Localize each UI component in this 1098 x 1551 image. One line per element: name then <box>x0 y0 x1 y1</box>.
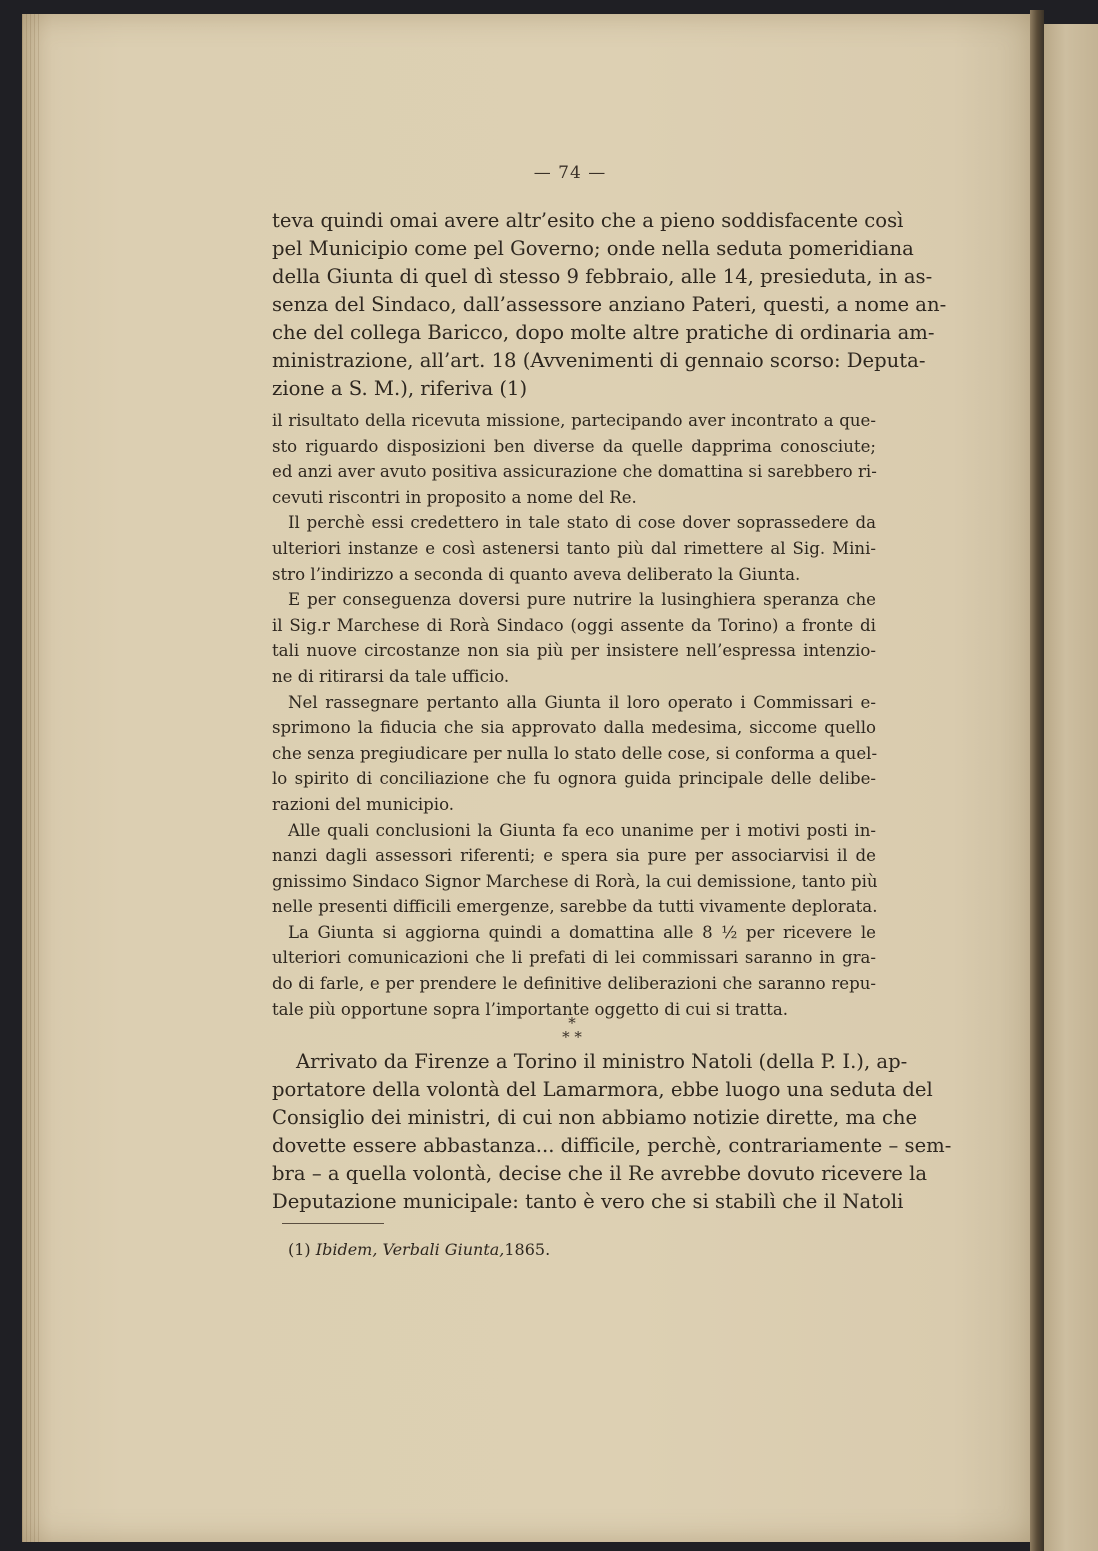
paragraph-2 <box>272 1048 952 1216</box>
book-gutter <box>1030 10 1044 1551</box>
text-line: cevuti riscontri in proposito a nome del Re. <box>272 487 637 507</box>
quoted-minutes <box>272 408 876 1022</box>
text-line: nanzi dagli assessori riferenti; e spera sia pure per associarvisi il de <box>272 846 876 866</box>
asterism-top: * <box>568 1014 576 1032</box>
text-line: dovette essere abbastanza... difficile, perchè, contrariamente – sem- <box>272 1134 952 1157</box>
text-line: ulteriori comunicazioni che li prefati di lei commissari saranno in gra- <box>272 948 876 968</box>
text-line: ne di ritirarsi da tale ufficio. <box>272 666 510 686</box>
text-line: Deputazione municipale: tanto è vero che si stabilì che il Natoli <box>272 1190 904 1213</box>
text-line: il Sig.r Marchese di Rorà Sindaco (oggi assente da Torino) a fronte di <box>272 615 876 635</box>
section-separator <box>0 0 1 2</box>
text-line: E per conseguenza doversi pure nutrire la lusinghiera speranza che <box>288 590 876 610</box>
footnote-citation: Ibidem, Verbali Giunta, <box>315 1240 505 1259</box>
text-line: teva quindi omai avere altr’esito che a pieno soddisfacente così <box>272 209 904 232</box>
text-line: stro l’indirizzo a seconda di quanto aveva deliberato la Giunta. <box>272 564 801 584</box>
text-line: bra – a quella volontà, decise che il Re avrebbe dovuto ricevere la <box>272 1162 928 1185</box>
text-line: nelle presenti difficili emergenze, sarebbe da tutti vivamente deplorata. <box>272 897 878 917</box>
footnote-marker: (1) <box>288 1240 311 1259</box>
text-line: della Giunta di quel dì stesso 9 febbraio, alle 14, presieduta, in as- <box>272 265 933 288</box>
text-line: pel Municipio come pel Governo; onde nella seduta pomeridiana <box>272 237 914 260</box>
text-line: Consiglio dei ministri, di cui non abbiamo notizie dirette, ma che <box>272 1106 918 1129</box>
page-edge-stack <box>22 14 42 1542</box>
text-line: razioni del municipio. <box>272 794 455 814</box>
section-asterism <box>540 1016 604 1044</box>
text-line: senza del Sindaco, dall’assessore anziano Pateri, questi, a nome an- <box>272 293 947 316</box>
page-number: — 74 — <box>533 163 607 183</box>
paragraph-1 <box>272 207 947 403</box>
text-line: portatore della volontà del Lamarmora, ebbe luogo una seduta del <box>272 1078 933 1101</box>
text-line: gnissimo Sindaco Signor Marchese di Rorà, la cui demissione, tanto più <box>272 871 878 891</box>
text-line: che del collega Baricco, dopo molte altre pratiche di ordinaria am- <box>272 321 935 344</box>
text-line: che senza pregiudicare per nulla lo stato delle cose, si conforma a quel- <box>272 743 878 763</box>
text-line: ministrazione, all’art. 18 (Avvenimenti di gennaio scorso: Deputa- <box>272 349 926 372</box>
footnote <box>288 1240 550 1259</box>
text-line: zione a S. M.), riferiva (1) <box>272 377 528 400</box>
text-line: ed anzi aver avuto positiva assicurazione che domattina si sarebbero ri- <box>272 462 877 482</box>
text-line: il risultato della ricevuta missione, partecipando aver incontrato a que- <box>272 411 876 430</box>
footnote-year: 1865. <box>504 1240 551 1259</box>
text-line: tale più opportune sopra l’importante oggetto di cui si tratta. <box>272 999 789 1019</box>
text-line: Nel rassegnare pertanto alla Giunta il loro operato i Commissari e- <box>288 692 876 712</box>
text-line: do di farle, e per prendere le definitive deliberazioni che saranno repu- <box>272 974 876 994</box>
text-line: sprimono la fiducia che sia approvato dalla medesima, siccome quello <box>272 718 876 738</box>
footnote-rule <box>282 1223 384 1224</box>
text-line: La Giunta si aggiorna quindi a domattina alle 8 ½ per ricevere le <box>288 922 876 942</box>
text-line: sto riguardo disposizioni ben diverse da quelle dapprima conosciute; <box>272 436 876 456</box>
text-line: ulteriori instanze e così astenersi tanto più dal rimettere al Sig. Mini- <box>272 538 876 558</box>
text-line: Arrivato da Firenze a Torino il ministro Natoli (della P. I.), ap- <box>296 1050 908 1073</box>
text-line: lo spirito di conciliazione che fu ognora guida principale delle delibe- <box>272 769 876 789</box>
text-line: Alle quali conclusioni la Giunta fa eco unanime per i motivi posti in- <box>288 820 876 840</box>
text-line: Il perchè essi credettero in tale stato di cose dover soprassedere da <box>288 513 876 533</box>
asterism-bottom: * * <box>562 1028 582 1046</box>
text-line: tali nuove circostanze non sia più per insistere nell’espressa intenzio- <box>272 641 876 661</box>
adjacent-page-edge <box>1044 24 1098 1551</box>
